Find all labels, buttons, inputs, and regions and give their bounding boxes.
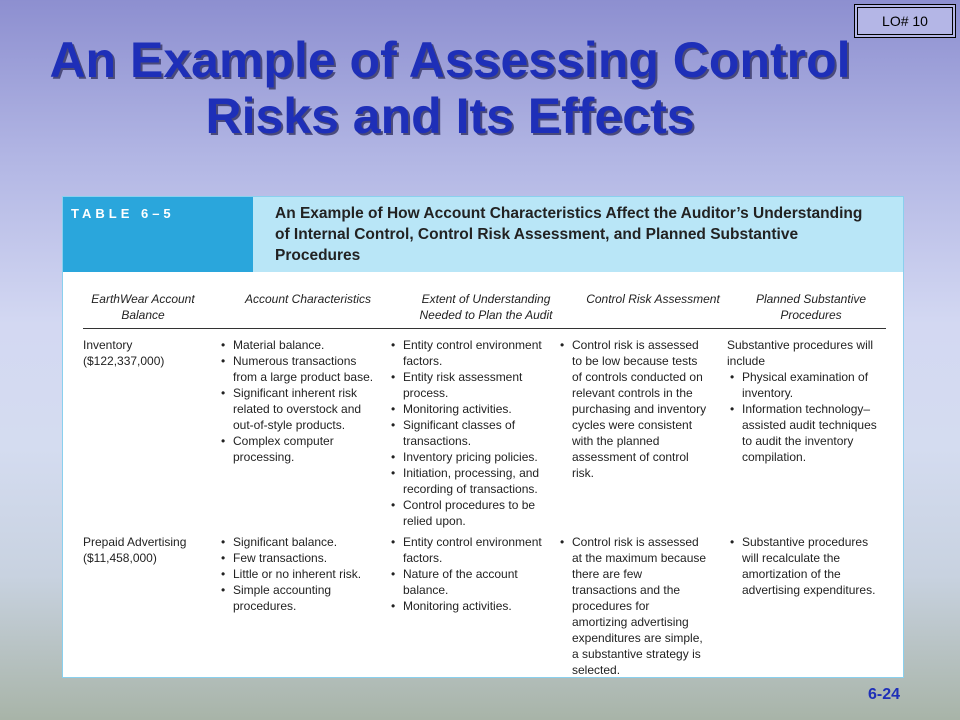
column-header-planned-procedures: Planned Substantive Procedures <box>755 292 867 322</box>
list-item: • Significant inherent risk related to overstock and out-of-style products. <box>218 385 380 433</box>
list-item: • Little or no inherent risk. <box>218 566 380 582</box>
characteristics-inventory <box>218 337 380 465</box>
planned-procedures-inventory <box>727 337 887 465</box>
list-item: • Few transactions. <box>218 550 380 566</box>
account-balance-inventory: Inventory ($122,337,000) <box>83 338 165 368</box>
list-item: • Monitoring activities. <box>388 401 543 417</box>
list-item: • Control risk is assessed at the maximum because there are few transactions and the procedures for amortizing advertising expenditures are simple, a substantive strategy is selected. <box>557 534 707 678</box>
list-item: • Complex computer processing. <box>218 433 380 465</box>
header-divider <box>83 328 886 329</box>
column-header-account-balance: EarthWear Account Balance <box>91 292 195 322</box>
list-item: • Control risk is assessed to be low because tests of controls conducted on relevant controls in the purchasing and inventory cycles were consistent with the planned assessment of control risk. <box>557 337 707 481</box>
list-item: • Nature of the account balance. <box>388 566 550 598</box>
list-item: • Physical examination of inventory. <box>727 369 887 401</box>
table-caption: An Example of How Account Characteristics Affect the Auditor’s Understanding of Internal Control, Control Risk Assessment, and Planned Substantive Procedures <box>275 205 863 264</box>
table-number-label: TABLE 6–5 <box>63 197 253 272</box>
understanding-inventory <box>388 337 543 529</box>
list-item: • Significant classes of transactions. <box>388 417 543 449</box>
list-item: • Substantive procedures will recalculate the amortization of the advertising expenditures. <box>727 534 877 598</box>
planned-procedures-prepaid-advertising <box>727 534 877 598</box>
table-column-headers <box>83 291 885 331</box>
planned-procedures-intro: Substantive procedures will include <box>727 338 874 368</box>
list-item: • Inventory pricing policies. <box>388 449 543 465</box>
list-item: • Monitoring activities. <box>388 598 550 614</box>
control-risk-prepaid-advertising <box>557 534 707 678</box>
characteristics-prepaid-advertising <box>218 534 380 614</box>
list-item: • Control procedures to be relied upon. <box>388 497 543 529</box>
learning-objective-badge: LO# 10 <box>854 4 956 38</box>
list-item: • Entity risk assessment process. <box>388 369 543 401</box>
understanding-prepaid-advertising <box>388 534 550 614</box>
list-item: • Information technology–assisted audit techniques to audit the inventory compilation. <box>727 401 887 465</box>
list-item: • Entity control environment factors. <box>388 337 543 369</box>
list-item: • Material balance. <box>218 337 380 353</box>
control-risk-inventory <box>557 337 707 481</box>
list-item: • Numerous transactions from a large product base. <box>218 353 380 385</box>
list-item: • Simple accounting procedures. <box>218 582 380 614</box>
table-header-band <box>63 197 904 272</box>
account-balance-prepaid-advertising: Prepaid Advertising ($11,458,000) <box>83 535 187 565</box>
table-figure <box>62 196 904 678</box>
column-header-account-characteristics: Account Characteristics <box>244 292 372 306</box>
list-item: • Initiation, processing, and recording of transactions. <box>388 465 543 497</box>
slide-number: 6-24 <box>867 686 900 703</box>
list-item: • Significant balance. <box>218 534 380 550</box>
list-item: • Entity control environment factors. <box>388 534 550 566</box>
column-header-extent-of-understanding: Extent of Understanding Needed to Plan the Audit <box>419 292 553 322</box>
slide-title: An Example of Assessing Control Risks and Its Effects <box>49 32 851 144</box>
column-header-control-risk-assessment: Control Risk Assessment <box>586 292 720 306</box>
